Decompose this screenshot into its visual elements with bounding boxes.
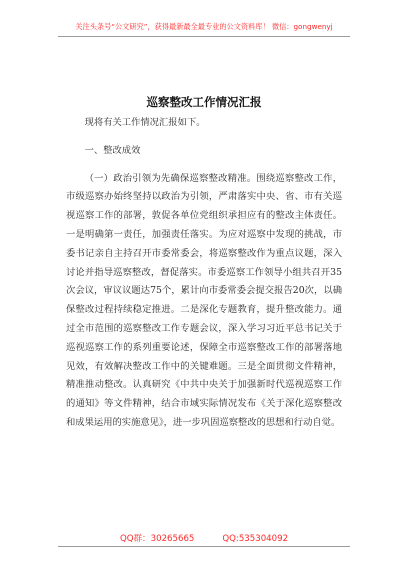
document-body (66, 114, 342, 433)
section-heading: 一、整改成效 (84, 144, 141, 156)
footer-contact (0, 532, 408, 544)
body-paragraph: （一）政治引领为先确保巡察整改精准。围绕巡察整改工作，市级巡察办始终坚持以政治为引领，严肃落实中央、省、市有关巡视巡察工作的部署，敦促各单位党组织承担应有的整改主体责任。一是明确第一责任，加强责任落实。为应对巡察中发现的挑战，市委书记亲自主持召开市委常委会，将巡察整改作为重点议题，深入讨论并指导巡察整改，督促落实。市委巡察工作领导小组共召开35次会议，审议议题达75个，累计向市委常委会提交报告20次，以确保整改过程持续稳定推进。二是深化专题教育，提升整改能力。通过全市范围的巡察整改工作专题会议，深入学习习近平总书记关于巡视巡察工作的系列重要论述，保障全市巡察整改工作的部署落地见效，有效解决整改工作中的关键难题。三是全面贯彻文件精神，精准推动整改。认真研究《中共中央关于加强新时代巡视巡察工作的通知》等文件精神，结合市域实际情况发布《关于深化巡察整改和成果运用的实施意见》，进一步巩固巡察整改的思想和行动自觉。 (66, 172, 342, 428)
header-divider (58, 36, 350, 37)
intro-paragraph: 现将有关工作情况汇报如下。 (84, 117, 206, 128)
document-title: 巡察整改工作情况汇报 (146, 95, 262, 109)
header-banner: 关注头条号“公文研究”，获得最新最全最专业的公文资料库！ 微信：gongwenyj (75, 22, 333, 31)
footer-divider (58, 546, 350, 547)
qq-group-text: QQ群：30265665 (119, 534, 195, 544)
qq-text: QQ:535304092 (222, 534, 289, 544)
